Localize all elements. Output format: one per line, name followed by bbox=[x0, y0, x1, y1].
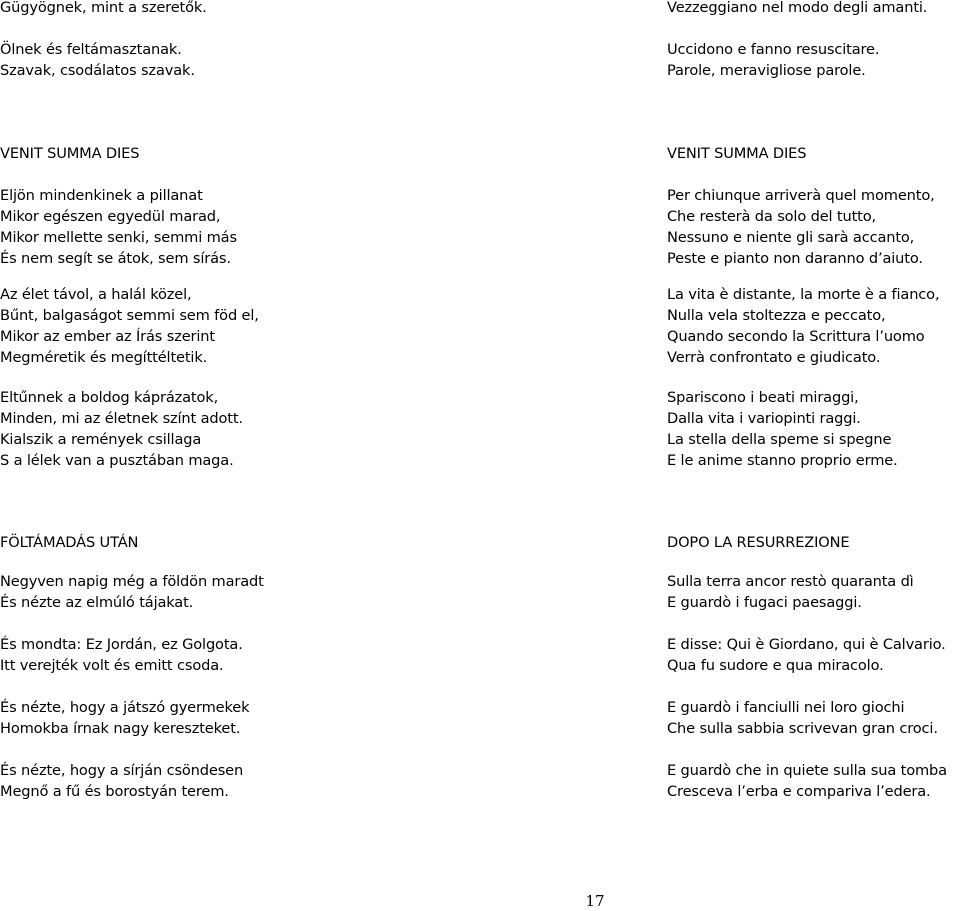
page-number: 17 bbox=[585, 892, 605, 910]
verse-line: La vita è distante, la morte è a fianco, bbox=[667, 286, 940, 303]
verse-line: Mikor mellette senki, semmi más bbox=[0, 229, 237, 246]
verse-line: La stella della speme si spegne bbox=[667, 431, 892, 448]
verse-line: E guardò i fanciulli nei loro giochi bbox=[667, 699, 905, 716]
verse-line: Az élet távol, a halál közel, bbox=[0, 286, 192, 303]
verse-line: Szavak, csodálatos szavak. bbox=[0, 62, 195, 79]
italian-poem2-title bbox=[667, 532, 849, 553]
stanza bbox=[667, 571, 914, 613]
poem-title: DOPO LA RESURREZIONE bbox=[667, 534, 850, 551]
stanza bbox=[0, 760, 243, 802]
hungarian-poem2-title bbox=[0, 532, 138, 553]
verse-line: Eltűnnek a boldog káprázatok, bbox=[0, 389, 219, 406]
italian-poem1-title bbox=[667, 143, 806, 164]
poem-title: FÖLTÁMADÁS UTÁN bbox=[0, 534, 139, 551]
verse-line: És mondta: Ez Jordán, ez Golgota. bbox=[0, 636, 243, 653]
hungarian-poem1-title bbox=[0, 143, 139, 164]
verse-line: És nézte, hogy a játszó gyermekek bbox=[0, 699, 250, 716]
verse-line: És nézte az elmúló tájakat. bbox=[0, 594, 194, 611]
stanza bbox=[667, 697, 938, 739]
stanza bbox=[667, 634, 946, 676]
verse-line: Nessuno e niente gli sarà accanto, bbox=[667, 229, 915, 246]
verse-line: Per chiunque arriverà quel momento, bbox=[667, 187, 935, 204]
verse-line: Sulla terra ancor restò quaranta dì bbox=[667, 573, 914, 590]
verse-line: Megméretik és megíttéltetik. bbox=[0, 349, 208, 366]
verse-line: Qua fu sudore e qua miracolo. bbox=[667, 657, 884, 674]
verse-line: Eljön mindenkinek a pillanat bbox=[0, 187, 203, 204]
verse-line: Gügyögnek, mint a szeretők. bbox=[0, 0, 207, 16]
verse-line: Che sulla sabbia scrivevan gran croci. bbox=[667, 720, 938, 737]
verse-line: Uccidono e fanno resuscitare. bbox=[667, 41, 880, 58]
verse-line: Bűnt, balgaságot semmi sem föd el, bbox=[0, 307, 259, 324]
verse-line bbox=[667, 18, 927, 39]
verse-line: E disse: Qui è Giordano, qui è Calvario. bbox=[667, 636, 946, 653]
verse-line: Parole, meravigliose parole. bbox=[667, 62, 866, 79]
verse-line bbox=[0, 18, 207, 39]
verse-line: Minden, mi az életnek színt adott. bbox=[0, 410, 243, 427]
stanza bbox=[667, 387, 898, 471]
verse-line: Megnő a fű és borostyán terem. bbox=[0, 783, 229, 800]
italian-intro bbox=[667, 0, 927, 81]
stanza bbox=[0, 387, 243, 471]
verse-line: Dalla vita i variopinti raggi. bbox=[667, 410, 861, 427]
verse-line: És nem segít se átok, sem sírás. bbox=[0, 250, 231, 267]
verse-line: Negyven napig még a földön maradt bbox=[0, 573, 264, 590]
verse-line: Spariscono i beati miraggi, bbox=[667, 389, 859, 406]
verse-line: És nézte, hogy a sírján csöndesen bbox=[0, 762, 244, 779]
stanza bbox=[0, 284, 259, 368]
verse-line: E le anime stanno proprio erme. bbox=[667, 452, 898, 469]
stanza bbox=[667, 185, 935, 269]
stanza bbox=[0, 697, 249, 739]
poem-title: VENIT SUMMA DIES bbox=[0, 145, 140, 162]
verse-line: E guardò che in quiete sulla sua tomba bbox=[667, 762, 947, 779]
stanza bbox=[667, 284, 939, 368]
poem-title: VENIT SUMMA DIES bbox=[667, 145, 807, 162]
stanza bbox=[0, 571, 264, 613]
verse-line: S a lélek van a pusztában maga. bbox=[0, 452, 234, 469]
verse-line: Cresceva l’erba e compariva l’edera. bbox=[667, 783, 931, 800]
verse-line: Nulla vela stoltezza e peccato, bbox=[667, 307, 886, 324]
stanza bbox=[0, 634, 243, 676]
verse-line: Quando secondo la Scrittura l’uomo bbox=[667, 328, 925, 345]
verse-line: Peste e pianto non daranno d’aiuto. bbox=[667, 250, 923, 267]
stanza bbox=[667, 760, 947, 802]
verse-line: E guardò i fugaci paesaggi. bbox=[667, 594, 862, 611]
verse-line: Homokba írnak nagy kereszteket. bbox=[0, 720, 241, 737]
verse-line: Verrà confrontato e giudicato. bbox=[667, 349, 881, 366]
hungarian-intro bbox=[0, 0, 207, 81]
verse-line: Itt verejték volt és emitt csoda. bbox=[0, 657, 224, 674]
verse-line: Che resterà da solo del tutto, bbox=[667, 208, 877, 225]
verse-line: Vezzeggiano nel modo degli amanti. bbox=[667, 0, 928, 16]
verse-line: Kialszik a remények csillaga bbox=[0, 431, 202, 448]
verse-line: Mikor egészen egyedül marad, bbox=[0, 208, 221, 225]
stanza bbox=[0, 185, 237, 269]
verse-line: Mikor az ember az Írás szerint bbox=[0, 328, 215, 345]
verse-line: Ölnek és feltámasztanak. bbox=[0, 41, 182, 58]
